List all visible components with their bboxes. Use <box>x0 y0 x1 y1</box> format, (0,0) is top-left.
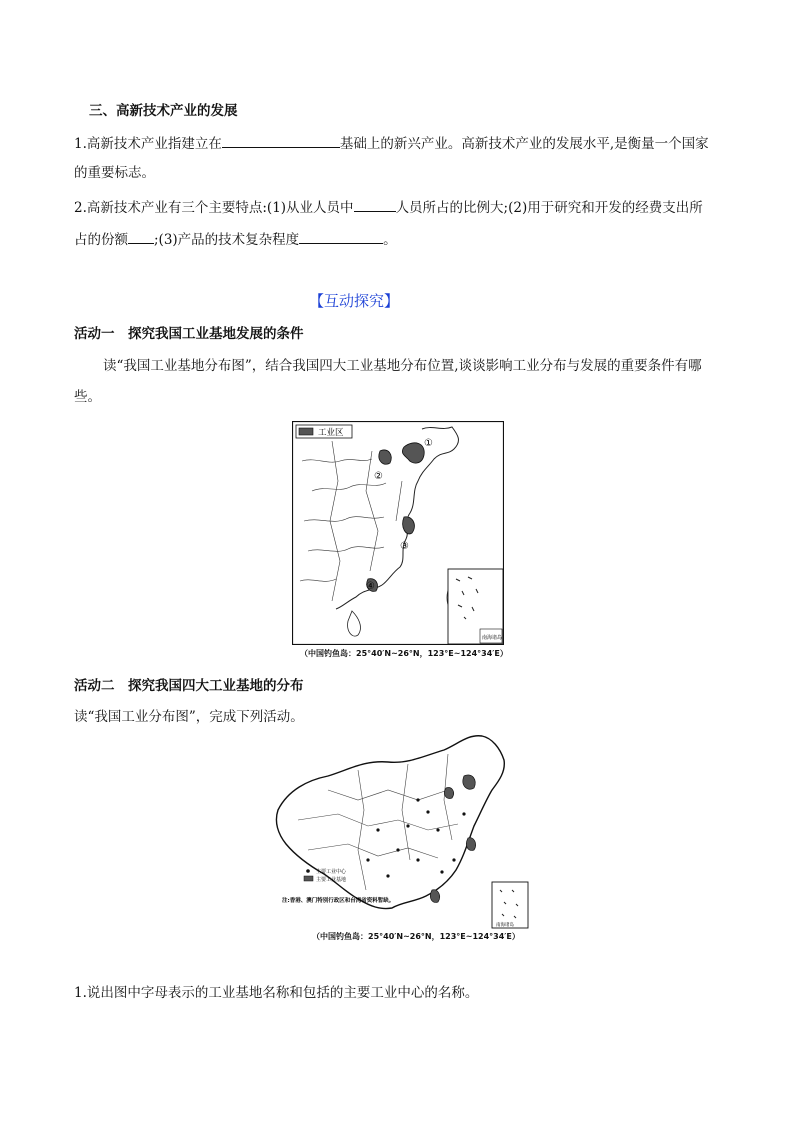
map2-inset-label: 南海诸岛 <box>496 923 514 928</box>
question-1-line-2: 的重要标志。 <box>74 165 155 181</box>
map1-legend-label: 工业区 <box>318 428 344 438</box>
activity-2-title: 活动二 探究我国四大工业基地的分布 <box>74 678 304 694</box>
q2-blank-2[interactable] <box>128 229 154 244</box>
interactive-heading: 【互动探究】 <box>309 292 400 310</box>
q2-text-line2-part2: ;(3)产品的技术复杂程度 <box>154 232 300 248</box>
industrial-base-b <box>444 788 453 799</box>
map2-note: 注:香港、澳门特别行政区和台湾省资料暂缺。 <box>282 898 395 904</box>
industrial-base-d <box>430 890 439 903</box>
industrial-zone-2 <box>379 450 391 464</box>
q1-text-part1: 1.高新技术产业指建立在 <box>74 136 222 152</box>
china-industry-map <box>268 730 530 930</box>
map1-marker-3: ③ <box>400 541 409 552</box>
question-2-line-2 <box>74 229 397 250</box>
activity-1-text-line-1: 读“我国工业基地分布图”，结合我国四大工业基地分布位置,谈谈影响工业分布与发展的重要条件有哪 <box>103 358 702 374</box>
q1-blank[interactable] <box>222 133 340 148</box>
q2-blank-1[interactable] <box>354 197 396 212</box>
map1-inset-label: 南海诸岛 <box>482 635 503 641</box>
map1-marker-4: ④ <box>366 581 375 592</box>
q2-text-part1: 2.高新技术产业有三个主要特点:(1)从业人员中 <box>74 200 354 216</box>
q2-text-part2: 人员所占的比例大;(2)用于研究和开发的经费支出所 <box>395 200 703 216</box>
activity-2-text-line-1: 读“我国工业分布图”，完成下列活动。 <box>74 709 304 725</box>
activity-2-question-1: 1.说出图中字母表示的工业基地名称和包括的主要工业中心的名称。 <box>74 985 479 1001</box>
q2-text-line2-end: 。 <box>383 232 397 248</box>
map2-legend-center: 主要工业中心 <box>316 869 347 875</box>
map1-marker-2: ② <box>374 471 383 482</box>
q2-blank-3[interactable] <box>299 229 383 244</box>
industrial-zone-map <box>292 421 504 645</box>
industrial-base-a <box>463 775 475 789</box>
map2-legend-base: 主要工业基地 <box>316 877 347 883</box>
map1-caption: （中国钓鱼岛：25°40′N~26°N，123°E~124°34′E） <box>300 649 508 658</box>
question-1-line-1 <box>74 133 709 154</box>
map2-caption: （中国钓鱼岛：25°40′N~26°N，123°E~124°34′E） <box>312 932 520 941</box>
q1-text-part2: 基础上的新兴产业。高新技术产业的发展水平,是衡量一个国家 <box>339 136 709 152</box>
china-industry-map-svg <box>268 730 530 930</box>
question-2-line-1 <box>74 197 703 218</box>
map1-marker-1: ① <box>424 438 433 449</box>
section-heading: 三、高新技术产业的发展 <box>89 103 238 119</box>
activity-1-text-line-2: 些。 <box>74 389 101 405</box>
q2-text-line2-part1: 占的份额 <box>74 232 128 248</box>
industrial-base-c <box>466 838 475 851</box>
industrial-zone-map-svg <box>292 421 504 645</box>
activity-1-title: 活动一 探究我国工业基地发展的条件 <box>74 326 304 342</box>
